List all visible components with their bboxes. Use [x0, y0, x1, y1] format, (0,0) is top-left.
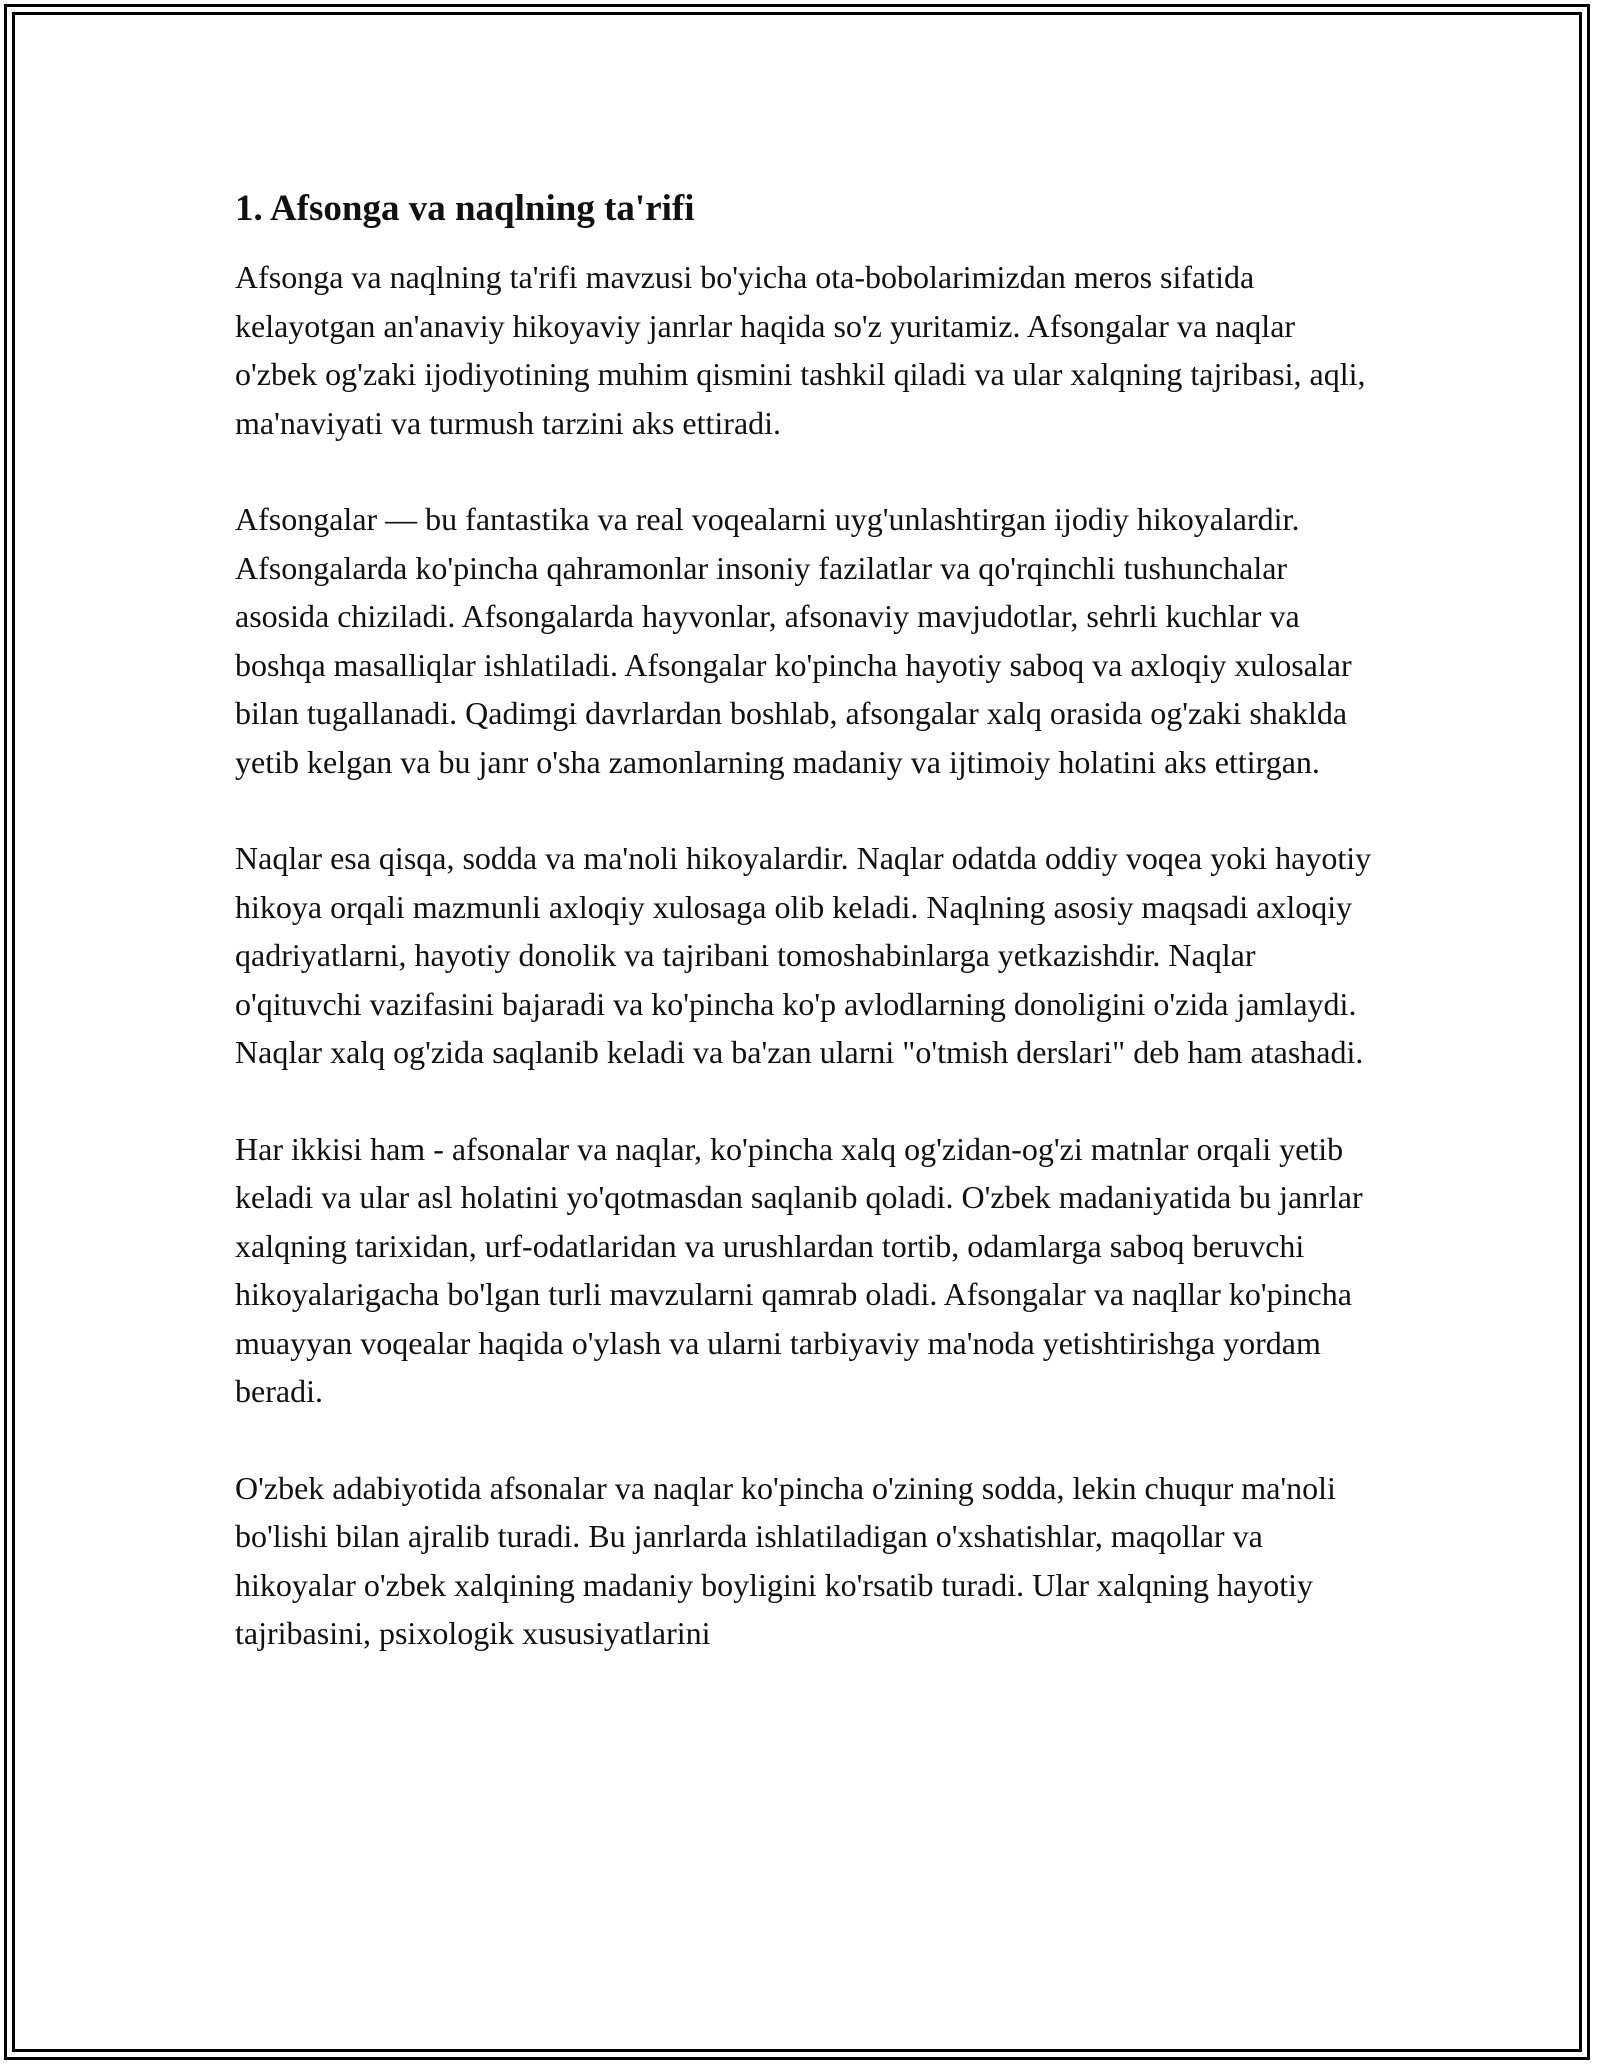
paragraph-intro: Afsonga va naqlning ta'rifi mavzusi bo'yicha ota-bobolarimizdan meros sifatida kelayotgan an'anaviy hikoyaviy janrlar haqida so'z yuritamiz. Afsongalar va naqlar o'zbek og'zaki ijodiyotining muhim qismini tashkil qiladi va ular xalqning tajribasi, aqli, ma'naviyati va turmush tarzini aks ettiradi.	[235, 259, 1366, 441]
paragraph-har-ikkisi: Har ikkisi ham - afsonalar va naqlar, ko'pincha xalq og'zidan-og'zi matnlar orqali yetib keladi va ular asl holatini yo'qotmasdan saqlanib qoladi. O'zbek madaniyatida bu janrlar xalqning tarixidan, urf-odatlaridan va urushlardan tortib, odamlarga saboq beruvchi hikoyalarigacha bo'lgan turli mavzularni qamrab oladi. Afsongalar va naqllar ko'pincha muayyan voqealar haqida o'ylash va ularni tarbiyaviy ma'noda yetishtirishga yordam beradi.	[235, 1130, 1363, 1409]
paragraph-afsongalar: Afsongalar — bu fantastika va real voqealarni uyg'unlashtirgan ijodiy hikoyalardir. Afsongalarda ko'pincha qahramonlar insoniy fazilatlar va qo'rqinchli tushunchalar asosida chiziladi. Afsongalarda hayvonlar, afsonaviy mavjudotlar, sehrli kuchlar va boshqa masalliqlar ishlatiladi. Afsongalar ko'pincha hayotiy saboq va axloqiy xulosalar bilan tugallanadi. Qadimgi davrlardan boshlab, afsongalar xalq orasida og'zaki shaklda yetib kelgan va bu janr o'sha zamonlarning madaniy va ijtimoiy holatini aks ettirgan.	[235, 501, 1352, 780]
paragraph-naqlar: Naqlar esa qisqa, sodda va ma'noli hikoyalardir. Naqlar odatda oddiy voqea yoki hayotiy hikoya orqali mazmunli axloqiy xulosaga olib keladi. Naqlning asosiy maqsadi axloqiy qadriyatlarni, hayotiy donolik va tajribani tomoshabinlarga yetkazishdir. Naqlar o'qituvchi vazifasini bajaradi va ko'pincha ko'p avlodlarning donoligini o'zida jamlaydi. Naqlar xalq og'zida saqlanib keladi va ba'zan ularni "o'tmish derslari" deb ham atashadi.	[235, 840, 1372, 1070]
section-heading: 1. Afsonga va naqlning ta'rifi	[235, 188, 695, 229]
paragraph-ozbek-adabiyoti: O'zbek adabiyotida afsonalar va naqlar ko'pincha o'zining sodda, lekin chuqur ma'noli bo'lishi bilan ajralib turadi. Bu janrlarda ishlatiladigan o'xshatishlar, maqollar va hikoyalar o'zbek xalqining madaniy boyligini ko'rsatib turadi. Ular xalqning hayotiy tajribasini, psixologik xususiyatlarini	[235, 1469, 1336, 1651]
document-page	[235, 185, 1375, 1706]
